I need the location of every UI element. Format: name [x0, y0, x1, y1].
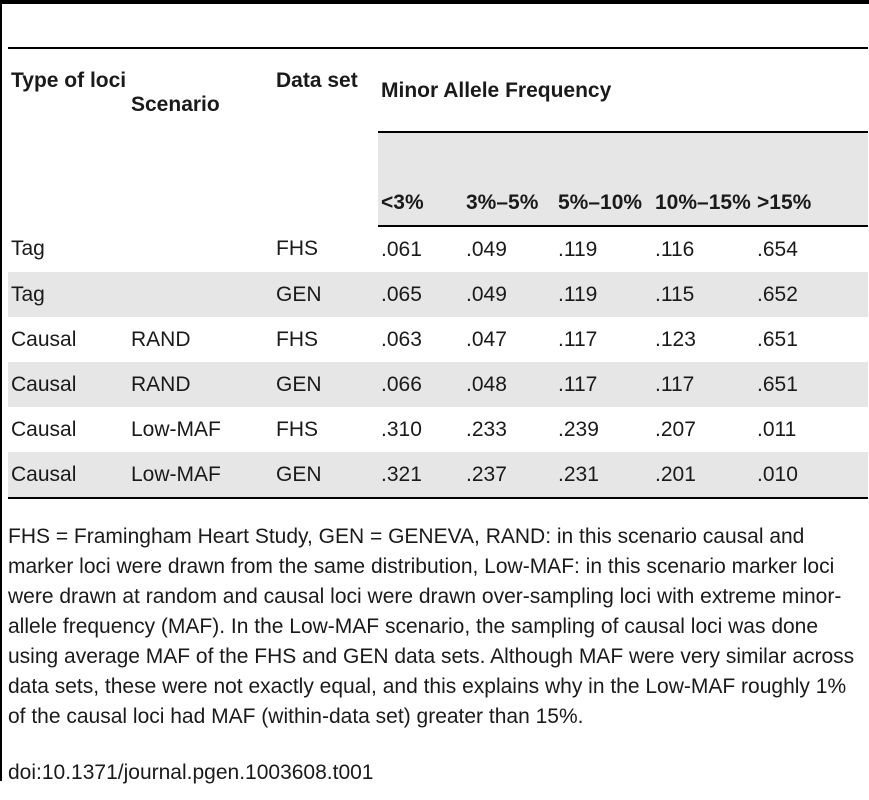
cell-scenario: Low-MAF	[128, 452, 273, 498]
cell-dataset: FHS	[276, 237, 318, 260]
cell-scenario: RAND	[128, 362, 273, 407]
cell-type: Tag	[11, 237, 45, 260]
header-maf-bin: 10%–15%	[652, 132, 754, 226]
top-border-rule	[0, 0, 869, 4]
cell-value: .123	[655, 327, 696, 351]
cell-dataset: GEN	[273, 272, 378, 317]
cell-dataset: FHS	[276, 327, 318, 351]
cell-value: .047	[466, 327, 507, 351]
table-row	[8, 272, 868, 317]
cell-value: .117	[652, 362, 754, 407]
cell-value: .049	[466, 237, 507, 261]
cell-value: .231	[555, 452, 652, 498]
cell-value: .115	[652, 272, 754, 317]
cell-value: .065	[378, 272, 463, 317]
cell-type: Tag	[8, 272, 128, 317]
cell-value: .207	[655, 417, 696, 441]
cell-scenario: Low-MAF	[131, 417, 221, 441]
cell-value: .063	[381, 327, 422, 351]
cell-value: .117	[558, 327, 598, 351]
header-maf-bin: 5%–10%	[555, 132, 652, 226]
cell-type: Causal	[11, 327, 77, 351]
table-footnote: FHS = Framingham Heart Study, GEN = GENEVA, RAND: in this scenario causal and marker loci were drawn from the same distribution, Low-MAF: in this scenario marker loci were drawn at random and causal loci were drawn over-sampling loci with extreme minor-allele frequency (MAF). In the Low-MAF scenario, the sampling of causal loci was done using average MAF of the FHS and GEN data sets. Although MAF were very similar across data sets, these were not exactly equal, and this explains why in the Low-MAF roughly 1% of the causal loci had MAF (within-data set) greater than 15%.	[8, 525, 855, 728]
cell-value: .201	[652, 452, 754, 498]
cell-type: Causal	[11, 417, 77, 441]
table-row	[8, 226, 868, 272]
cell-value: .049	[463, 272, 555, 317]
header-type-of-loci: Type of loci	[11, 69, 127, 92]
title-divider-rule	[8, 47, 868, 49]
cell-value: .651	[757, 327, 798, 351]
table-row	[8, 317, 868, 362]
cell-value: .310	[381, 417, 422, 441]
header-maf-bin: 3%–5%	[463, 132, 555, 226]
left-border-rule	[0, 0, 2, 781]
header-maf-bin: >15%	[754, 132, 868, 226]
cell-value: .061	[381, 237, 422, 261]
cell-value: .066	[378, 362, 463, 407]
cell-scenario: RAND	[131, 327, 191, 351]
cell-dataset: GEN	[273, 362, 378, 407]
cell-scenario	[128, 272, 273, 317]
cell-value: .239	[558, 417, 599, 441]
cell-value: .652	[754, 272, 868, 317]
cell-dataset: GEN	[273, 452, 378, 498]
header-scenario: Scenario	[131, 93, 220, 116]
cell-value: .651	[754, 362, 868, 407]
cell-type: Causal	[8, 362, 128, 407]
cell-dataset: FHS	[276, 417, 318, 441]
cell-value: .010	[754, 452, 868, 498]
table-row	[8, 362, 868, 407]
header-data-set: Data set	[276, 69, 358, 92]
cell-value: .237	[463, 452, 555, 498]
cell-value: .048	[463, 362, 555, 407]
header-minor-allele-frequency: Minor Allele Frequency	[378, 50, 868, 132]
cell-value: .119	[558, 237, 598, 261]
cell-value: .119	[555, 272, 652, 317]
cell-type: Causal	[8, 452, 128, 498]
header-maf-bin: <3%	[378, 132, 463, 226]
table-row	[8, 407, 868, 452]
cell-value: .321	[378, 452, 463, 498]
cell-value: .233	[466, 417, 507, 441]
cell-value: .011	[757, 417, 797, 441]
table-row	[8, 452, 868, 498]
maf-table	[8, 50, 868, 499]
cell-scenario	[128, 226, 273, 272]
doi-text: doi:10.1371/journal.pgen.1003608.t001	[8, 761, 374, 784]
cell-value: .117	[555, 362, 652, 407]
cell-value: .654	[757, 237, 798, 261]
cell-value: .116	[655, 237, 695, 261]
header-row-main	[8, 50, 868, 132]
